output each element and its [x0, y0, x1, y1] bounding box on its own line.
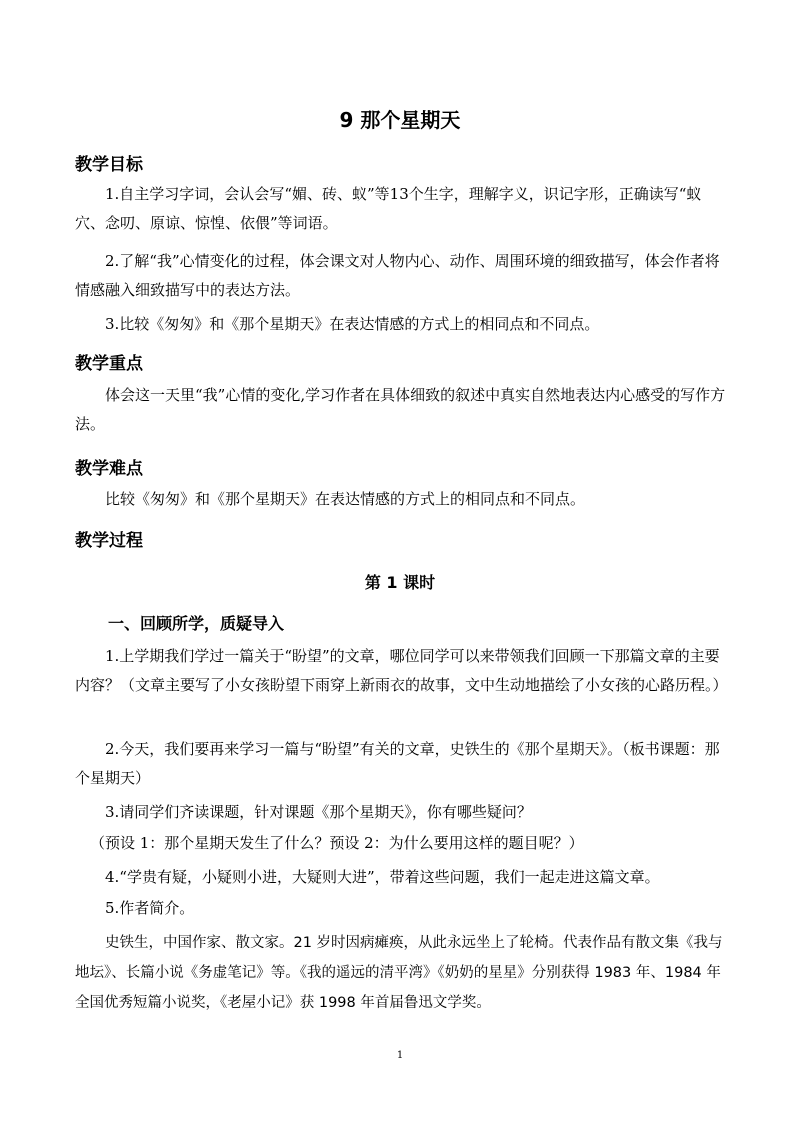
key-points-heading: 教学重点 — [75, 354, 143, 374]
goals-heading: 教学目标 — [75, 155, 143, 175]
step-2: 2.今天，我们要再来学习一篇与“盼望”有关的文章，史铁生的《那个星期天》。（板书课题：那个星期天） — [75, 740, 720, 787]
page-number: 1 — [396, 1050, 404, 1061]
key-points-text: 体会这一天里“我”心情的变化,学习作者在具体细致的叙述中真实自然地表达内心感受的写作方法。 — [75, 386, 726, 433]
part1-heading: 一、回顾所学，质疑导入 — [108, 614, 285, 633]
step-4: 4.“学贵有疑，小疑则小进，大疑则大进”，带着这些问题，我们一起走进这篇文章。 — [105, 868, 660, 886]
page-title: 9 那个星期天 — [339, 108, 461, 132]
step-3-preset: （预设 1：那个星期天发生了什么？预设 2：为什么要用这样的题目呢？） — [90, 834, 584, 852]
step-1: 1.上学期我们学过一篇关于“盼望”的文章，哪位同学可以来带领我们回顾一下那篇文章的主要内容？（文章主要写了小女孩盼望下雨穿上新雨衣的故事，文中生动地描绘了小女孩的心路历程。） — [75, 647, 728, 694]
step-3: 3.请同学们齐读课题，针对课题《那个星期天》，你有哪些疑问？ — [105, 803, 532, 821]
goal-item-2: 2.了解“我”心情变化的过程，体会课文对人物内心、动作、周围环境的细致描写，体会作者将情感融入细致描写中的表达方法。 — [75, 252, 720, 299]
difficulties-text: 比较《匆匆》和《那个星期天》在表达情感的方式上的相同点和不同点。 — [105, 490, 586, 508]
step-5: 5.作者简介。 — [105, 899, 195, 917]
goal-item-1: 1.自主学习字词，会认会写“媚、砖、蚁”等13个生字，理解字义，识记字形，正确读写“蚁穴、念叨、原谅、惊惶、依偎”等词语。 — [75, 185, 702, 232]
difficulties-heading: 教学难点 — [75, 459, 143, 479]
author-bio: 史铁生，中国作家、散文家。21 岁时因病瘫痪，从此永远坐上了轮椅。代表作品有散文集《我与地坛》、长篇小说《务虚笔记》等。《我的遥远的清平湾》《奶奶的星星》分别获得 1983 年、1984 年全国优秀短篇小说奖，《老屋小记》获 1998 年首届鲁迅文学奖。 — [75, 935, 723, 1011]
goal-item-3: 3.比较《匆匆》和《那个星期天》在表达情感的方式上的相同点和不同点。 — [105, 315, 600, 333]
process-heading: 教学过程 — [75, 531, 143, 551]
lesson-title: 第 1 课时 — [364, 573, 436, 592]
